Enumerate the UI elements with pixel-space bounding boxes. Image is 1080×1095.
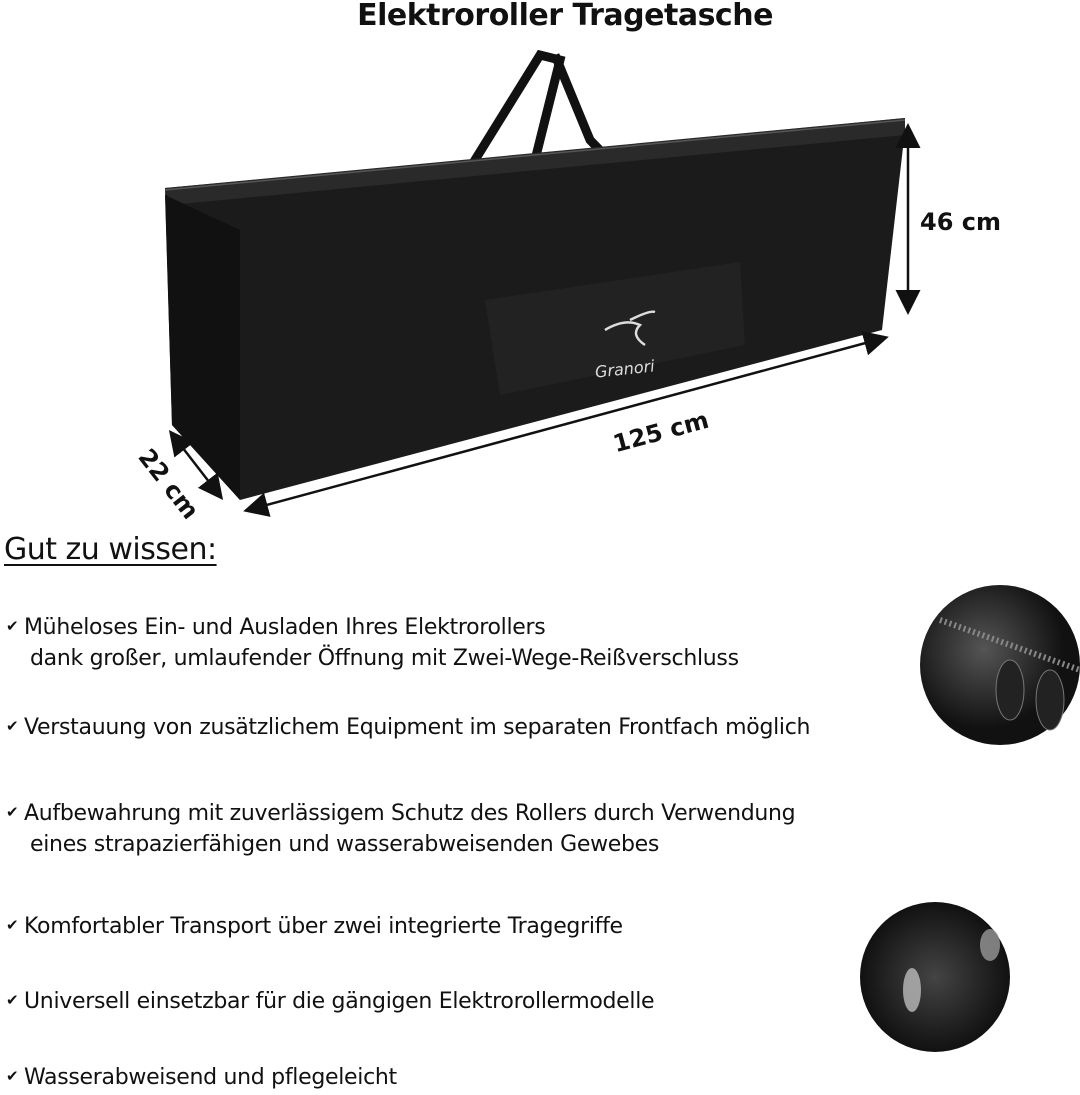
feature-item: ✔ Müheloses Ein- und Ausladen Ihres Elektrorollers dank großer, umlaufender Öffnung mit Zwei-Wege-Reißverschluss — [6, 611, 739, 674]
check-icon: ✔ — [6, 717, 19, 735]
check-icon: ✔ — [6, 991, 19, 1009]
feature-item: ✔ Komfortabler Transport über zwei integrierte Tragegriffe — [6, 910, 623, 942]
section-heading: Gut zu wissen: — [4, 532, 217, 567]
feature-item: ✔ Aufbewahrung mit zuverlässigem Schutz des Rollers durch Verwendung eines strapazierfähigen und wasserabweisenden Gewebes — [6, 797, 795, 860]
check-icon: ✔ — [6, 617, 19, 635]
water-detail-image — [860, 902, 1010, 1052]
check-icon: ✔ — [6, 803, 19, 821]
check-icon: ✔ — [6, 916, 19, 934]
check-icon: ✔ — [6, 1067, 19, 1085]
feature-item: ✔ Universell einsetzbar für die gängigen Elektrorollermodelle — [6, 985, 654, 1017]
height-label: 46 cm — [920, 208, 1001, 236]
length-label: 125 cm — [610, 405, 712, 459]
zipper-detail-image — [920, 585, 1080, 745]
feature-item: ✔ Wasserabweisend und pflegeleicht — [6, 1061, 397, 1093]
brand-logo-text: Granori — [594, 356, 656, 382]
depth-label: 22 cm — [132, 443, 205, 525]
page-title: Elektroroller Tragetasche — [357, 0, 773, 33]
feature-item: ✔ Verstauung von zusätzlichem Equipment im separaten Frontfach möglich — [6, 711, 810, 743]
